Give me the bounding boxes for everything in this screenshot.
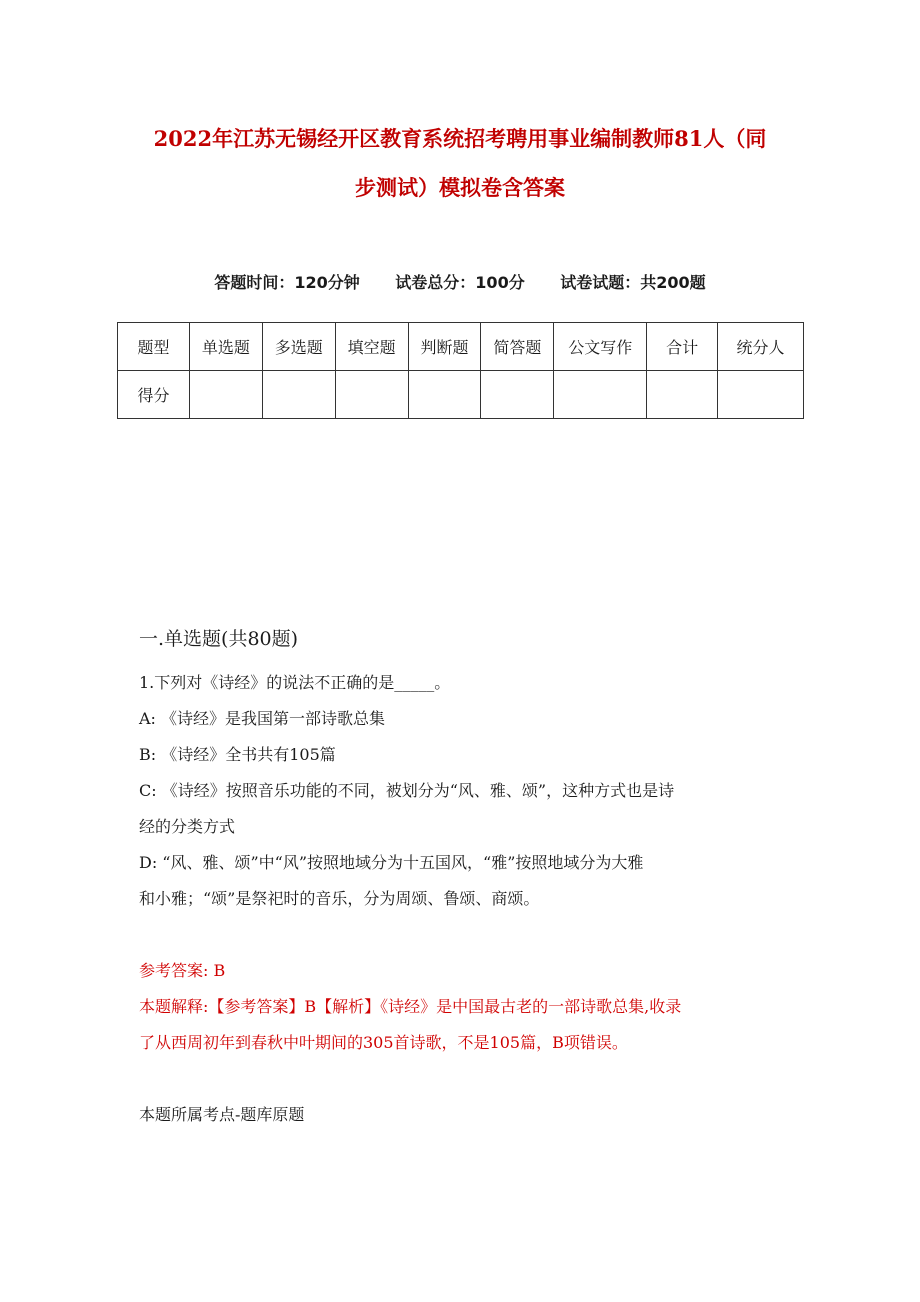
- header-cell: 多选题: [262, 323, 335, 371]
- score-cell: [718, 371, 804, 419]
- document-title-line-1: 2022年江苏无锡经开区教育系统招考聘用事业编制教师81人（同: [153, 126, 767, 151]
- header-cell: 公文写作: [554, 323, 647, 371]
- option-b: B: 《诗经》全书共有105篇: [139, 745, 336, 764]
- reference-answer: 参考答案: B: [139, 961, 226, 980]
- explanation-line-1: 本题解释:【参考答案】B【解析】《诗经》是中国最古老的一部诗歌总集,收录: [139, 997, 682, 1016]
- option-c-line-2: 经的分类方式: [139, 817, 236, 836]
- header-cell: 单选题: [189, 323, 262, 371]
- score-row-label: 得分: [118, 371, 190, 419]
- score-table: [117, 322, 804, 419]
- option-d-line-2: 和小雅；“颂”是祭祀时的音乐，分为周颂、鲁颂、商颂。: [139, 889, 540, 908]
- score-cell: [481, 371, 554, 419]
- option-d-line-1: D: “风、雅、颂”中“风”按照地域分为十五国风，“雅”按照地域分为大雅: [139, 853, 644, 872]
- header-cell: 题型: [118, 323, 190, 371]
- score-cell: [554, 371, 647, 419]
- score-table-header-row: [118, 323, 804, 371]
- header-cell: 填空题: [335, 323, 408, 371]
- question-stem: 1.下列对《诗经》的说法不正确的是_____。: [139, 673, 451, 692]
- explanation-line-2: 了从西周初年到春秋中叶期间的305首诗歌，不是105篇，B项错误。: [139, 1033, 628, 1052]
- header-cell: 判断题: [408, 323, 481, 371]
- score-cell: [262, 371, 335, 419]
- score-cell: [408, 371, 481, 419]
- score-cell: [647, 371, 718, 419]
- exam-meta: [0, 270, 920, 293]
- score-cell: [335, 371, 408, 419]
- option-c-line-1: C: 《诗经》按照音乐功能的不同，被划分为“风、雅、颂”，这种方式也是诗: [139, 781, 675, 800]
- score-cell: [189, 371, 262, 419]
- header-cell: 统分人: [718, 323, 804, 371]
- topic-note: 本题所属考点-题库原题: [139, 1105, 305, 1124]
- score-table-score-row: [118, 371, 804, 419]
- exam-time: 答题时间：120分钟: [214, 273, 360, 292]
- header-cell: 合计: [647, 323, 718, 371]
- section-title: 一.单选题(共80题): [139, 628, 299, 650]
- header-cell: 简答题: [481, 323, 554, 371]
- option-a: A: 《诗经》是我国第一部诗歌总集: [139, 709, 386, 728]
- exam-question-count: 试卷试题：共200题: [560, 273, 706, 292]
- document-title-line-2: 步测试）模拟卷含答案: [355, 175, 565, 200]
- exam-total-score: 试卷总分：100分: [395, 273, 525, 292]
